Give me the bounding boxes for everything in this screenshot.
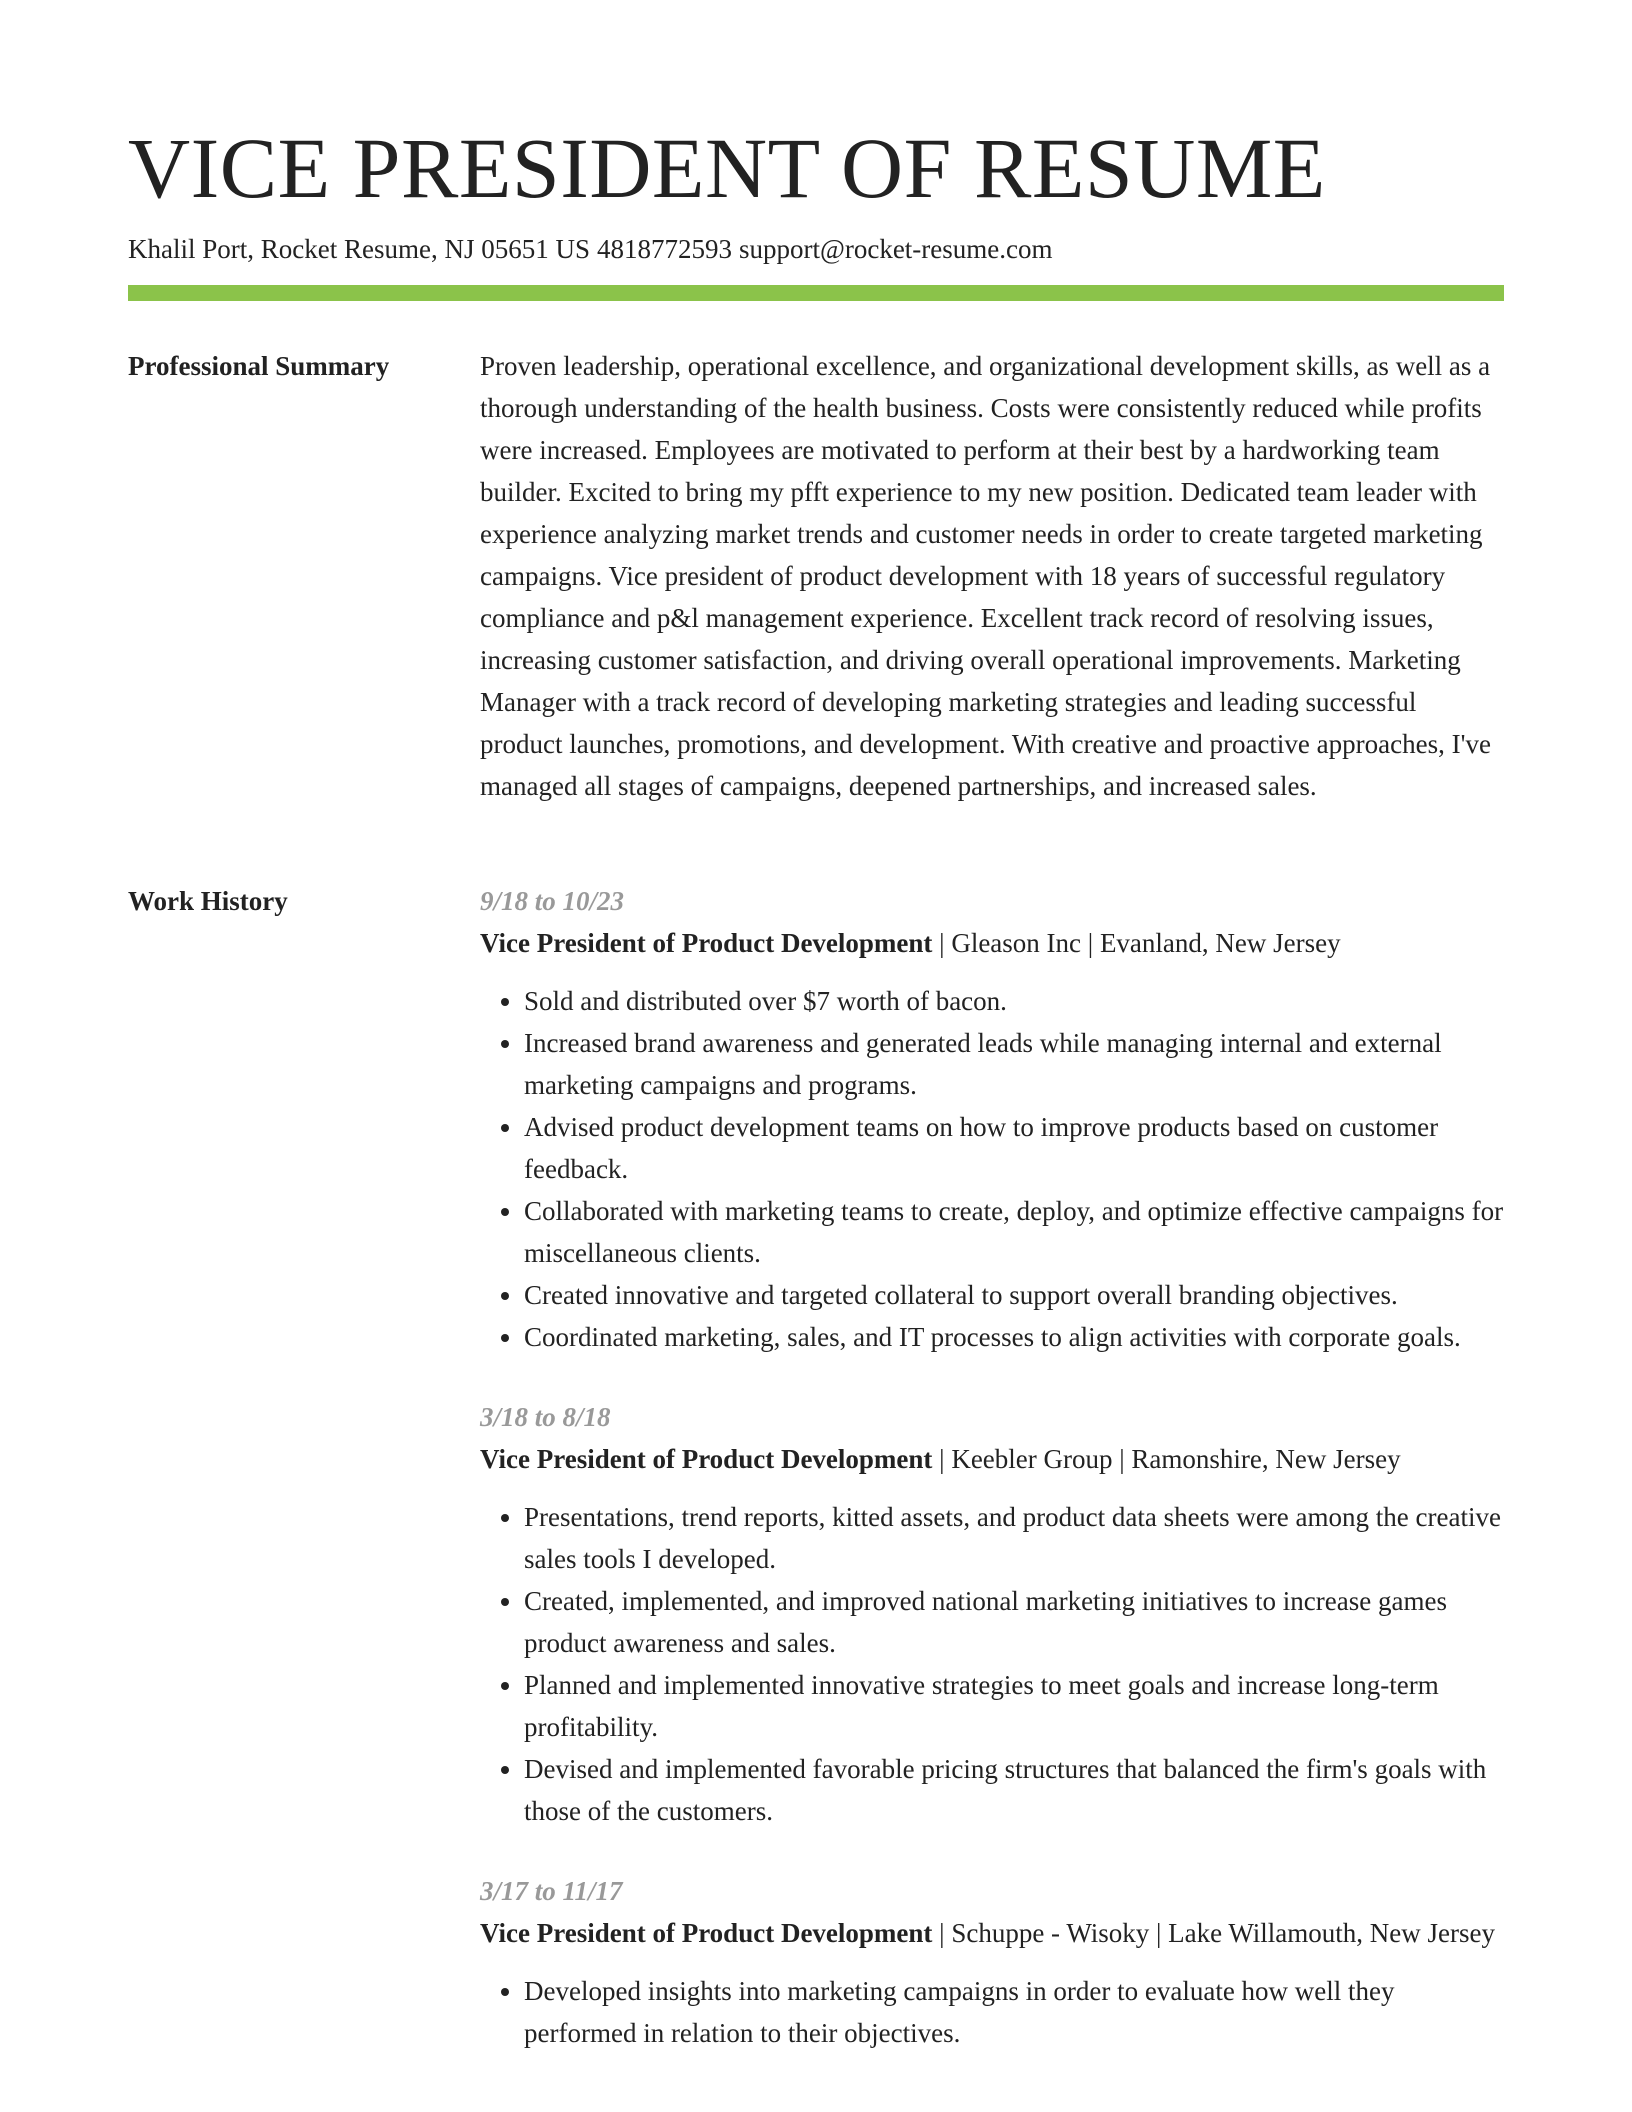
job-company: Gleason Inc (951, 928, 1082, 958)
job-bullet: • Sold and distributed over $7 worth of bacon. (524, 980, 1504, 1022)
job-title: Vice President of Product Development (480, 1444, 933, 1474)
job-bullet: • Planned and implemented innovative strategies to meet goals and increase long-term profitability. (524, 1664, 1504, 1748)
job-location: Evanland, New Jersey (1099, 928, 1341, 958)
job-title: Vice President of Product Development (480, 1918, 933, 1948)
job-bullet-list (480, 980, 1504, 1358)
job-bullet: • Collaborated with marketing teams to create, deploy, and optimize effective campaigns for miscellaneous clients. (524, 1190, 1504, 1274)
section-label-summary: Professional Summary (128, 351, 390, 381)
summary-text: Proven leadership, operational excellence, and organizational development skills, as well as a thorough understanding of the health business. Costs were consistently reduced while profits were increased. Employees are motivated to perform at their best by a hardworking team builder. Excited to bring my pfft experience to my new position. Dedicated team leader with experience analyzing market trends and customer needs in order to create targeted marketing campaigns. Vice president of product development with 18 years of successful regulatory compliance and p&l management experience. Excellent track record of resolving issues, increasing customer satisfaction, and driving overall operational improvements. Marketing Manager with a track record of developing marketing strategies and leading successful product launches, promotions, and development. With creative and proactive approaches, I've managed all stages of campaigns, deepened partnerships, and increased sales. (480, 351, 1491, 801)
section-label-work-history: Work History (128, 886, 288, 916)
contact-line (128, 230, 1053, 268)
job-heading: Vice President of Product Development | Gleason Inc | Evanland, New Jersey (480, 928, 1341, 958)
contact-phone: 4818772593 (596, 234, 732, 264)
job-bullet: • Created innovative and targeted collateral to support overall branding objectives. (524, 1274, 1504, 1316)
job-bullet: • Developed insights into marketing campaigns in order to evaluate how well they performed in relation to their objectives. (524, 1970, 1504, 2054)
job-entry (480, 1396, 1504, 1832)
job-heading: Vice President of Product Development | Keebler Group | Ramonshire, New Jersey (480, 1444, 1401, 1474)
job-dates: 3/17 to 11/17 (480, 1876, 623, 1906)
contact-address: Khalil Port, Rocket Resume, NJ 05651 US (128, 234, 590, 264)
job-location: Lake Willamouth, New Jersey (1168, 1918, 1495, 1948)
job-bullet-list (480, 1970, 1504, 2054)
job-dates: 3/18 to 8/18 (480, 1402, 611, 1432)
job-bullet: • Coordinated marketing, sales, and IT processes to align activities with corporate goals. (524, 1316, 1504, 1358)
job-company: Keebler Group (951, 1444, 1113, 1474)
job-bullet: • Presentations, trend reports, kitted assets, and product data sheets were among the creative sales tools I developed. (524, 1496, 1504, 1580)
job-bullet: • Advised product development teams on how to improve products based on customer feedback. (524, 1106, 1504, 1190)
job-location: Ramonshire, New Jersey (1131, 1444, 1401, 1474)
job-heading: Vice President of Product Development | Schuppe - Wisoky | Lake Willamouth, New Jersey (480, 1918, 1495, 1948)
job-dates: 9/18 to 10/23 (480, 886, 625, 916)
job-title: Vice President of Product Development (480, 928, 933, 958)
resume-title: VICE PRESIDENT OF RESUME (128, 120, 1326, 216)
job-company: Schuppe - Wisoky (951, 1918, 1150, 1948)
job-bullet: • Devised and implemented favorable pricing structures that balanced the firm's goals with those of the customers. (524, 1748, 1504, 1832)
resume-page (128, 0, 1504, 2112)
job-bullet: • Created, implemented, and improved national marketing initiatives to increase games product awareness and sales. (524, 1580, 1504, 1664)
summary-body (480, 345, 1504, 807)
job-entry (480, 1870, 1504, 2054)
work-history-body (480, 880, 1504, 2092)
job-entry (480, 880, 1504, 1358)
contact-email: support@rocket-resume.com (738, 234, 1053, 264)
job-bullet-list (480, 1496, 1504, 1832)
header-divider (128, 285, 1504, 301)
job-bullet: • Increased brand awareness and generated leads while managing internal and external marketing campaigns and programs. (524, 1022, 1504, 1106)
